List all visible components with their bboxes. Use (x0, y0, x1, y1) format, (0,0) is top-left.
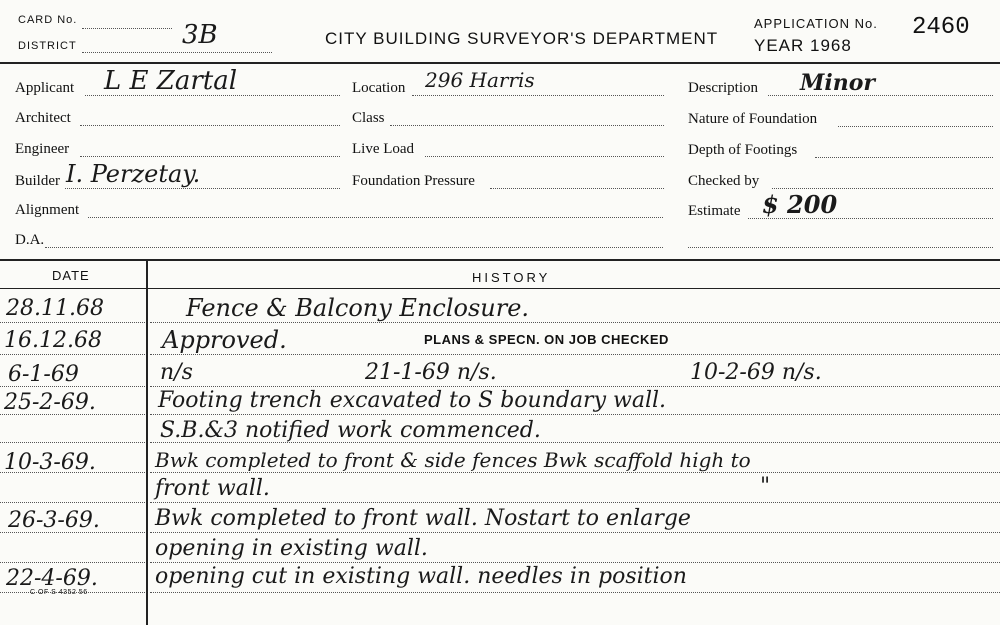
entry-date: 28.11.68 (6, 296, 104, 321)
history-rule (150, 386, 1000, 387)
foundation-pressure-line (490, 188, 664, 189)
location-line (412, 95, 664, 96)
class-label: Class (352, 110, 385, 126)
entry-text: opening in existing wall. (155, 536, 428, 561)
entry-text: Bwk completed to front wall. Nostart to enlarge (155, 506, 691, 531)
checked-by-label: Checked by (688, 173, 760, 189)
checked-by-line (772, 188, 993, 189)
entry-text: Fence & Balcony Enclosure. (186, 294, 530, 322)
form-code: C OF S 4352 56 (30, 589, 88, 596)
engineer-label: Engineer (15, 141, 70, 157)
entry-text: 10-2-69 n/s. (690, 360, 822, 385)
builder-value: I. Perzetay. (66, 160, 201, 188)
district-value: 3B (182, 20, 218, 50)
history-rule (150, 414, 1000, 415)
district-line (82, 52, 272, 53)
card-no-line (82, 28, 172, 29)
entry-text: front wall. (155, 476, 270, 501)
history-rule (150, 532, 1000, 533)
depth-footings-label: Depth of Footings (688, 142, 798, 158)
date-header: DATE (52, 268, 90, 283)
history-top-rule (0, 259, 1000, 261)
entry-text: S.B.&3 notified work commenced. (160, 418, 541, 443)
history-header: HISTORY (472, 270, 551, 285)
history-header-rule (0, 288, 1000, 289)
estimate-value: $ 200 (762, 190, 838, 219)
builder-line (65, 188, 340, 189)
entry-date: 22-4-69. (6, 566, 98, 591)
da-label: D.A. (15, 232, 45, 248)
history-rule (150, 592, 1000, 593)
entry-text: Footing trench excavated to S boundary wall. (158, 388, 667, 413)
date-rule (0, 442, 145, 443)
entry-text: Approved. (162, 326, 287, 354)
history-rule (150, 562, 1000, 563)
applicant-value: L E Zartal (104, 66, 238, 96)
nature-foundation-line (838, 126, 993, 127)
architect-label: Architect (15, 110, 71, 126)
depth-footings-line (815, 157, 993, 158)
date-rule (0, 502, 145, 503)
engineer-line (80, 156, 340, 157)
entry-date: 10-3-69. (4, 450, 96, 475)
description-label: Description (688, 80, 758, 96)
entry-text: 21-1-69 n/s. (365, 360, 497, 385)
entry-date: 26-3-69. (8, 508, 100, 533)
description-value: Minor (800, 70, 875, 96)
entry-date: 6-1-69 (8, 362, 79, 387)
entry-text: opening cut in existing wall. needles in position (155, 564, 687, 589)
plans-checked-stamp: PLANS & SPECN. ON JOB CHECKED (424, 332, 669, 347)
history-rule (150, 472, 1000, 473)
entry-date: 25-2-69. (4, 390, 96, 415)
application-no-label: APPLICATION No. (754, 16, 878, 31)
foundation-pressure-label: Foundation Pressure (352, 173, 475, 189)
card-no-label: CARD No. (18, 14, 78, 26)
estimate-label: Estimate (688, 203, 741, 219)
live-load-label: Live Load (352, 141, 415, 157)
entry-date: 16.12.68 (4, 328, 102, 353)
date-rule (0, 354, 145, 355)
alignment-line (88, 217, 663, 218)
alignment-label: Alignment (15, 202, 80, 218)
nature-foundation-label: Nature of Foundation (688, 111, 818, 127)
live-load-line (425, 156, 664, 157)
application-no: 2460 (912, 14, 970, 41)
entry-text: " (760, 474, 771, 499)
history-rule (150, 322, 1000, 323)
entry-text: Bwk completed to front & side fences Bwk scaffold high to (155, 448, 751, 472)
da-line (45, 247, 663, 248)
applicant-label: Applicant (15, 80, 75, 96)
date-rule (0, 562, 145, 563)
header-rule (0, 62, 1000, 64)
history-rule (150, 354, 1000, 355)
district-label: DISTRICT (18, 40, 77, 52)
year-label: YEAR 1968 (754, 36, 852, 55)
date-column-divider (146, 260, 148, 625)
blank-line-right (688, 247, 993, 248)
location-label: Location (352, 80, 406, 96)
location-value: 296 Harris (425, 68, 535, 92)
builder-label: Builder (15, 173, 60, 189)
history-rule (150, 502, 1000, 503)
entry-text: n/s (160, 360, 193, 385)
architect-line (80, 125, 340, 126)
date-rule (0, 322, 145, 323)
department-title: CITY BUILDING SURVEYOR'S DEPARTMENT (325, 29, 719, 48)
class-line (390, 125, 664, 126)
